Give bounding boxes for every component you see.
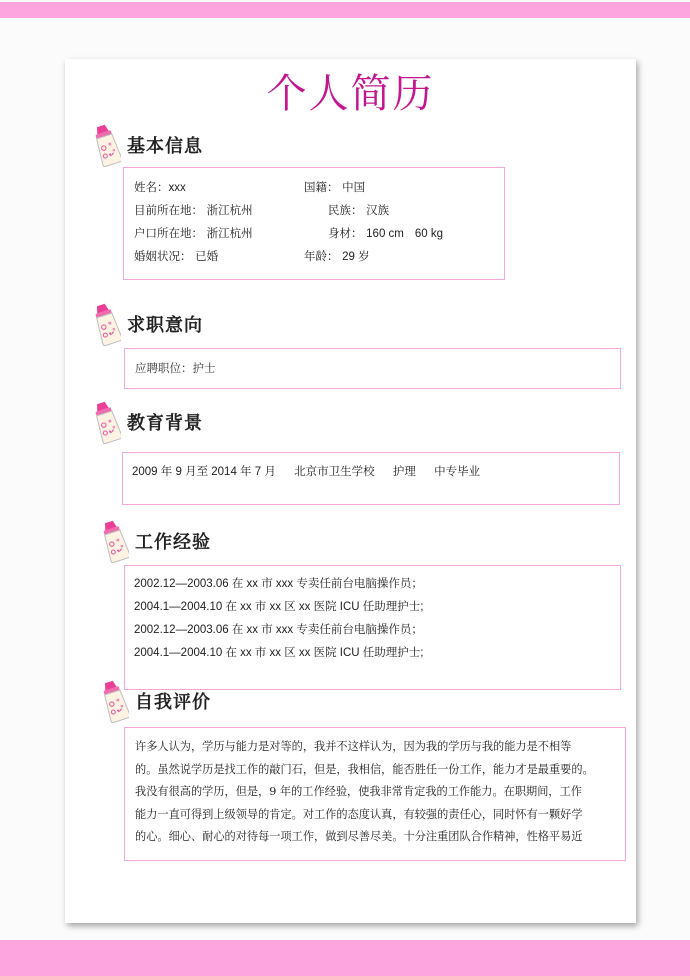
build-field: [328, 226, 443, 241]
baby-bottle-icon: [101, 519, 129, 563]
paragraph-line: 能力一直可得到上级领导的肯定。对工作的态度认真，有较强的责任心，同时怀有一颗好学: [135, 807, 583, 821]
nationality-field: [304, 180, 365, 194]
paragraph-line: 的心。细心、耐心的对待每一项工作，做到尽善尽美。十分注重团队合作精神，性格平易近: [135, 830, 583, 843]
education-school: 北京市卫生学校: [294, 464, 375, 478]
bottom-pink-bar: [0, 940, 690, 976]
section-title: 工作经验: [135, 532, 211, 553]
self-evaluation-box: [124, 727, 626, 861]
position-field: [135, 361, 216, 375]
baby-bottle-icon: [93, 123, 121, 167]
marital-field: [134, 249, 218, 263]
experience-item: 2002.12—2003.06 在 xx 市 xxx 专卖任前台电脑操作员；: [134, 578, 423, 590]
section-header-experience: [101, 519, 211, 563]
section-title: 教育背景: [127, 413, 203, 434]
hukou-value: 浙江杭州: [206, 226, 253, 240]
location-label: 目前所在地：: [134, 203, 203, 217]
experience-box: [124, 565, 621, 690]
build-label: 身材：: [328, 226, 363, 240]
nationality-label: 国籍：: [304, 180, 339, 194]
education-period: 2009 年 9 月至 2014 年 7 月: [132, 466, 276, 478]
baby-bottle-icon: [101, 679, 129, 723]
section-title: 基本信息: [127, 136, 203, 157]
resume-page: [65, 59, 636, 923]
section-header-education: [93, 400, 203, 444]
nationality-value: 中国: [342, 180, 366, 194]
basic-info-box: [123, 167, 505, 280]
section-title: 自我评价: [135, 692, 211, 713]
education-major: 护理: [392, 464, 416, 478]
hukou-label: 户口所在地：: [134, 226, 203, 240]
paragraph-line: 许多人认为，学历与能力是对等的，我并不这样认为，因为我的学历与我的能力是不相等: [135, 740, 572, 753]
paragraph-line: 我没有很高的学历，但是，9 年的工作经验，使我非常肯定我的工作能力。在职期间，工作: [135, 785, 582, 798]
section-header-basic-info: [93, 123, 203, 167]
self-evaluation-paragraph: [135, 736, 623, 849]
name-field: [134, 180, 186, 195]
education-degree: 中专毕业: [434, 464, 481, 478]
position-label: 应聘职位：: [135, 361, 193, 375]
weight-value: 60 kg: [414, 228, 443, 240]
ethnicity-label: 民族：: [328, 203, 363, 217]
baby-bottle-icon: [93, 400, 121, 444]
position-value: 护士: [192, 361, 216, 375]
location-field: [134, 203, 253, 217]
name-value: xxx: [168, 182, 186, 194]
section-header-objective: [93, 302, 203, 346]
ethnicity-field: [328, 203, 389, 217]
height-value: 160 cm: [366, 228, 404, 240]
baby-bottle-icon: [93, 302, 121, 346]
ethnicity-value: 汉族: [366, 203, 390, 217]
age-field: [304, 249, 370, 264]
objective-box: [124, 348, 621, 389]
hukou-field: [134, 226, 253, 240]
section-title: 求职意向: [127, 315, 203, 336]
paragraph-line: 的。虽然说学历是找工作的敲门石，但是，我相信，能否胜任一份工作，能力才是最重要的。: [135, 762, 594, 776]
location-value: 浙江杭州: [206, 203, 253, 217]
marital-value: 已婚: [195, 249, 219, 263]
experience-item: 2004.1—2004.10 在 xx 市 xx 区 xx 医院 ICU 任助理护士;: [134, 601, 424, 613]
page-title: 个人简历: [266, 71, 435, 117]
age-value: 29 岁: [342, 251, 370, 263]
experience-item: 2004.1—2004.10 在 xx 市 xx 区 xx 医院 ICU 任助理护士;: [134, 647, 424, 659]
experience-item: 2002.12—2003.06 在 xx 市 xxx 专卖任前台电脑操作员；: [134, 624, 423, 636]
name-label: 姓名：: [134, 180, 169, 194]
age-label: 年龄：: [304, 249, 339, 263]
marital-label: 婚姻状况：: [134, 249, 192, 263]
education-entry: [132, 464, 480, 479]
education-box: [122, 452, 620, 505]
top-pink-bar: [0, 2, 690, 18]
section-header-self-evaluation: [101, 679, 211, 723]
